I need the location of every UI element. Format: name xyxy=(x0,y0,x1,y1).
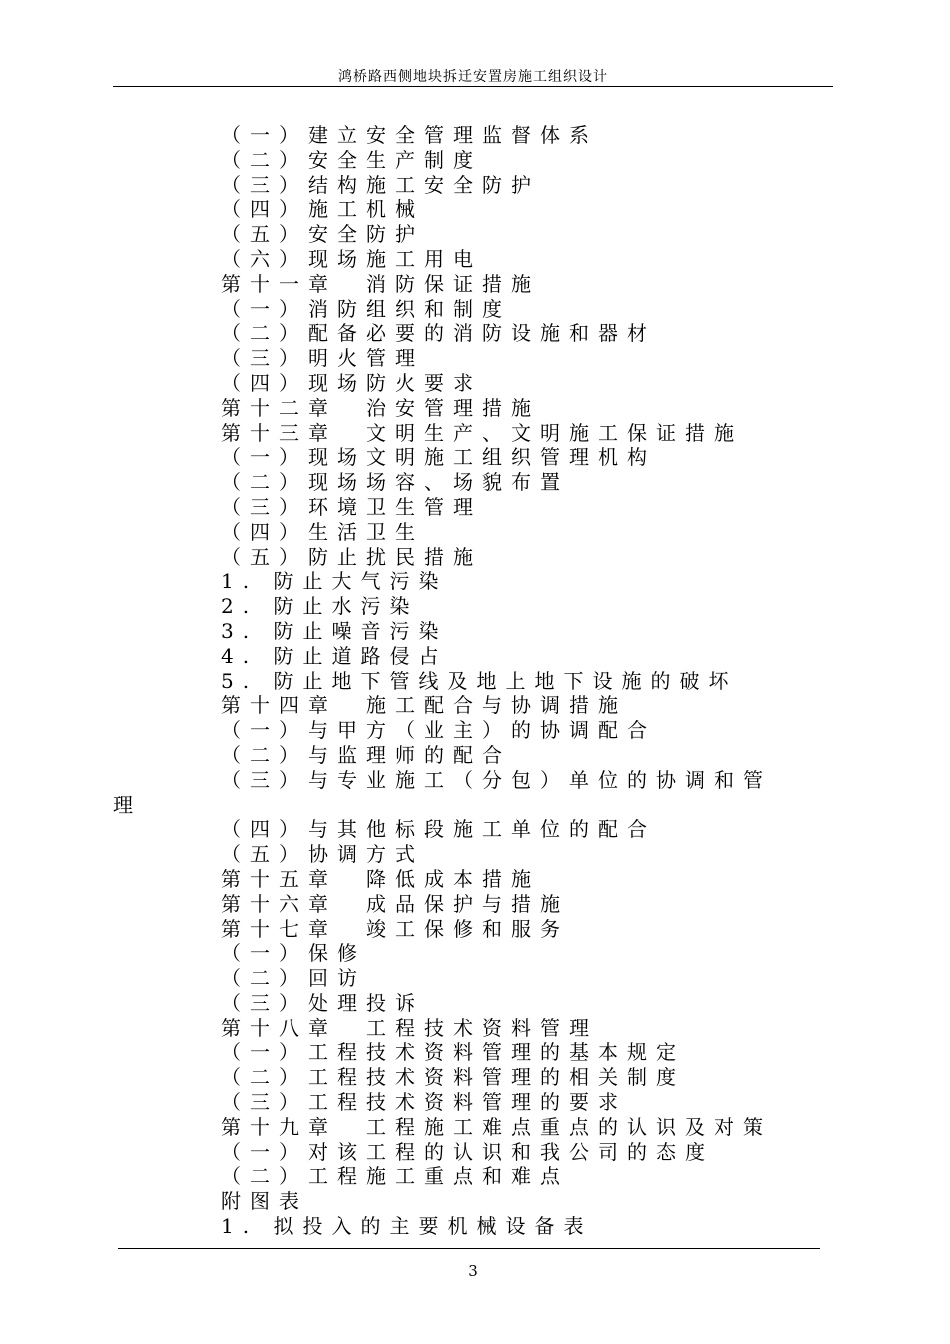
toc-line: （二）与监理师的配合 xyxy=(221,742,511,767)
toc-line: （三）环境卫生管理 xyxy=(221,494,482,519)
toc-line: （五）协调方式 xyxy=(221,842,424,867)
page-number: 3 xyxy=(468,1262,478,1280)
toc-line: （四）生活卫生 xyxy=(221,519,424,544)
toc-chapter-heading: 第十九章 工程施工难点重点的认识及对策 xyxy=(221,1114,772,1139)
toc-line: （四）现场防火要求 xyxy=(221,370,482,395)
header-divider xyxy=(113,86,833,87)
toc-line: （一）保修 xyxy=(221,941,366,966)
toc-line-continuation: 理 xyxy=(113,792,133,817)
toc-line: （三）处理投诉 xyxy=(221,990,424,1015)
footer-divider xyxy=(118,1248,820,1249)
toc-chapter-heading: 第十一章 消防保证措施 xyxy=(221,271,540,296)
toc-line: （三）与专业施工（分包）单位的协调和管 xyxy=(221,767,772,792)
toc-line: （一）工程技术资料管理的基本规定 xyxy=(221,1040,685,1065)
toc-line: （四）施工机械 xyxy=(221,197,424,222)
toc-line: （二）安全生产制度 xyxy=(221,147,482,172)
toc-section-heading: 附图表 xyxy=(221,1189,308,1214)
toc-line: 3. 防止噪音污染 xyxy=(221,618,448,643)
toc-line: 1. 防止大气污染 xyxy=(221,569,448,594)
toc-line: （二）配备必要的消防设施和器材 xyxy=(221,321,656,346)
toc-line: （一）现场文明施工组织管理机构 xyxy=(221,445,656,470)
toc-line: （一）消防组织和制度 xyxy=(221,296,511,321)
toc-line: （一）对该工程的认识和我公司的态度 xyxy=(221,1139,714,1164)
toc-line: 1. 拟投入的主要机械设备表 xyxy=(221,1214,593,1239)
toc-chapter-heading: 第十二章 治安管理措施 xyxy=(221,395,540,420)
toc-line: （三）结构施工安全防护 xyxy=(221,172,540,197)
toc-line: （二）工程施工重点和难点 xyxy=(221,1164,569,1189)
toc-line: （二）现场场容、场貌布置 xyxy=(221,470,569,495)
toc-chapter-heading: 第十八章 工程技术资料管理 xyxy=(221,1015,598,1040)
toc-line: （二）工程技术资料管理的相关制度 xyxy=(221,1065,685,1090)
toc-chapter-heading: 第十七章 竣工保修和服务 xyxy=(221,916,569,941)
toc-line: （五）安全防护 xyxy=(221,222,424,247)
toc-line: （一）建立安全管理监督体系 xyxy=(221,123,598,147)
toc-line: （五）防止扰民措施 xyxy=(221,544,482,569)
toc-line: （六）现场施工用电 xyxy=(221,246,482,271)
toc-line: （四）与其他标段施工单位的配合 xyxy=(221,817,656,842)
toc-line: 4. 防止道路侵占 xyxy=(221,643,448,668)
toc-line: （三）明火管理 xyxy=(221,346,424,371)
toc-line: （二）回访 xyxy=(221,966,366,991)
document-header-title: 鸿桥路西侧地块拆迁安置房施工组织设计 xyxy=(338,69,608,85)
toc-line: （一）与甲方（业主）的协调配合 xyxy=(221,718,656,743)
toc-chapter-heading: 第十三章 文明生产、文明施工保证措施 xyxy=(221,420,743,445)
toc-chapter-heading: 第十五章 降低成本措施 xyxy=(221,866,540,891)
toc-chapter-heading: 第十六章 成品保护与措施 xyxy=(221,891,569,916)
toc-chapter-heading: 第十四章 施工配合与协调措施 xyxy=(221,693,627,718)
table-of-contents xyxy=(113,123,853,1239)
toc-line: （三）工程技术资料管理的要求 xyxy=(221,1090,627,1115)
toc-line: 5. 防止地下管线及地上地下设施的破坏 xyxy=(221,668,738,693)
toc-line: 2. 防止水污染 xyxy=(221,594,419,619)
